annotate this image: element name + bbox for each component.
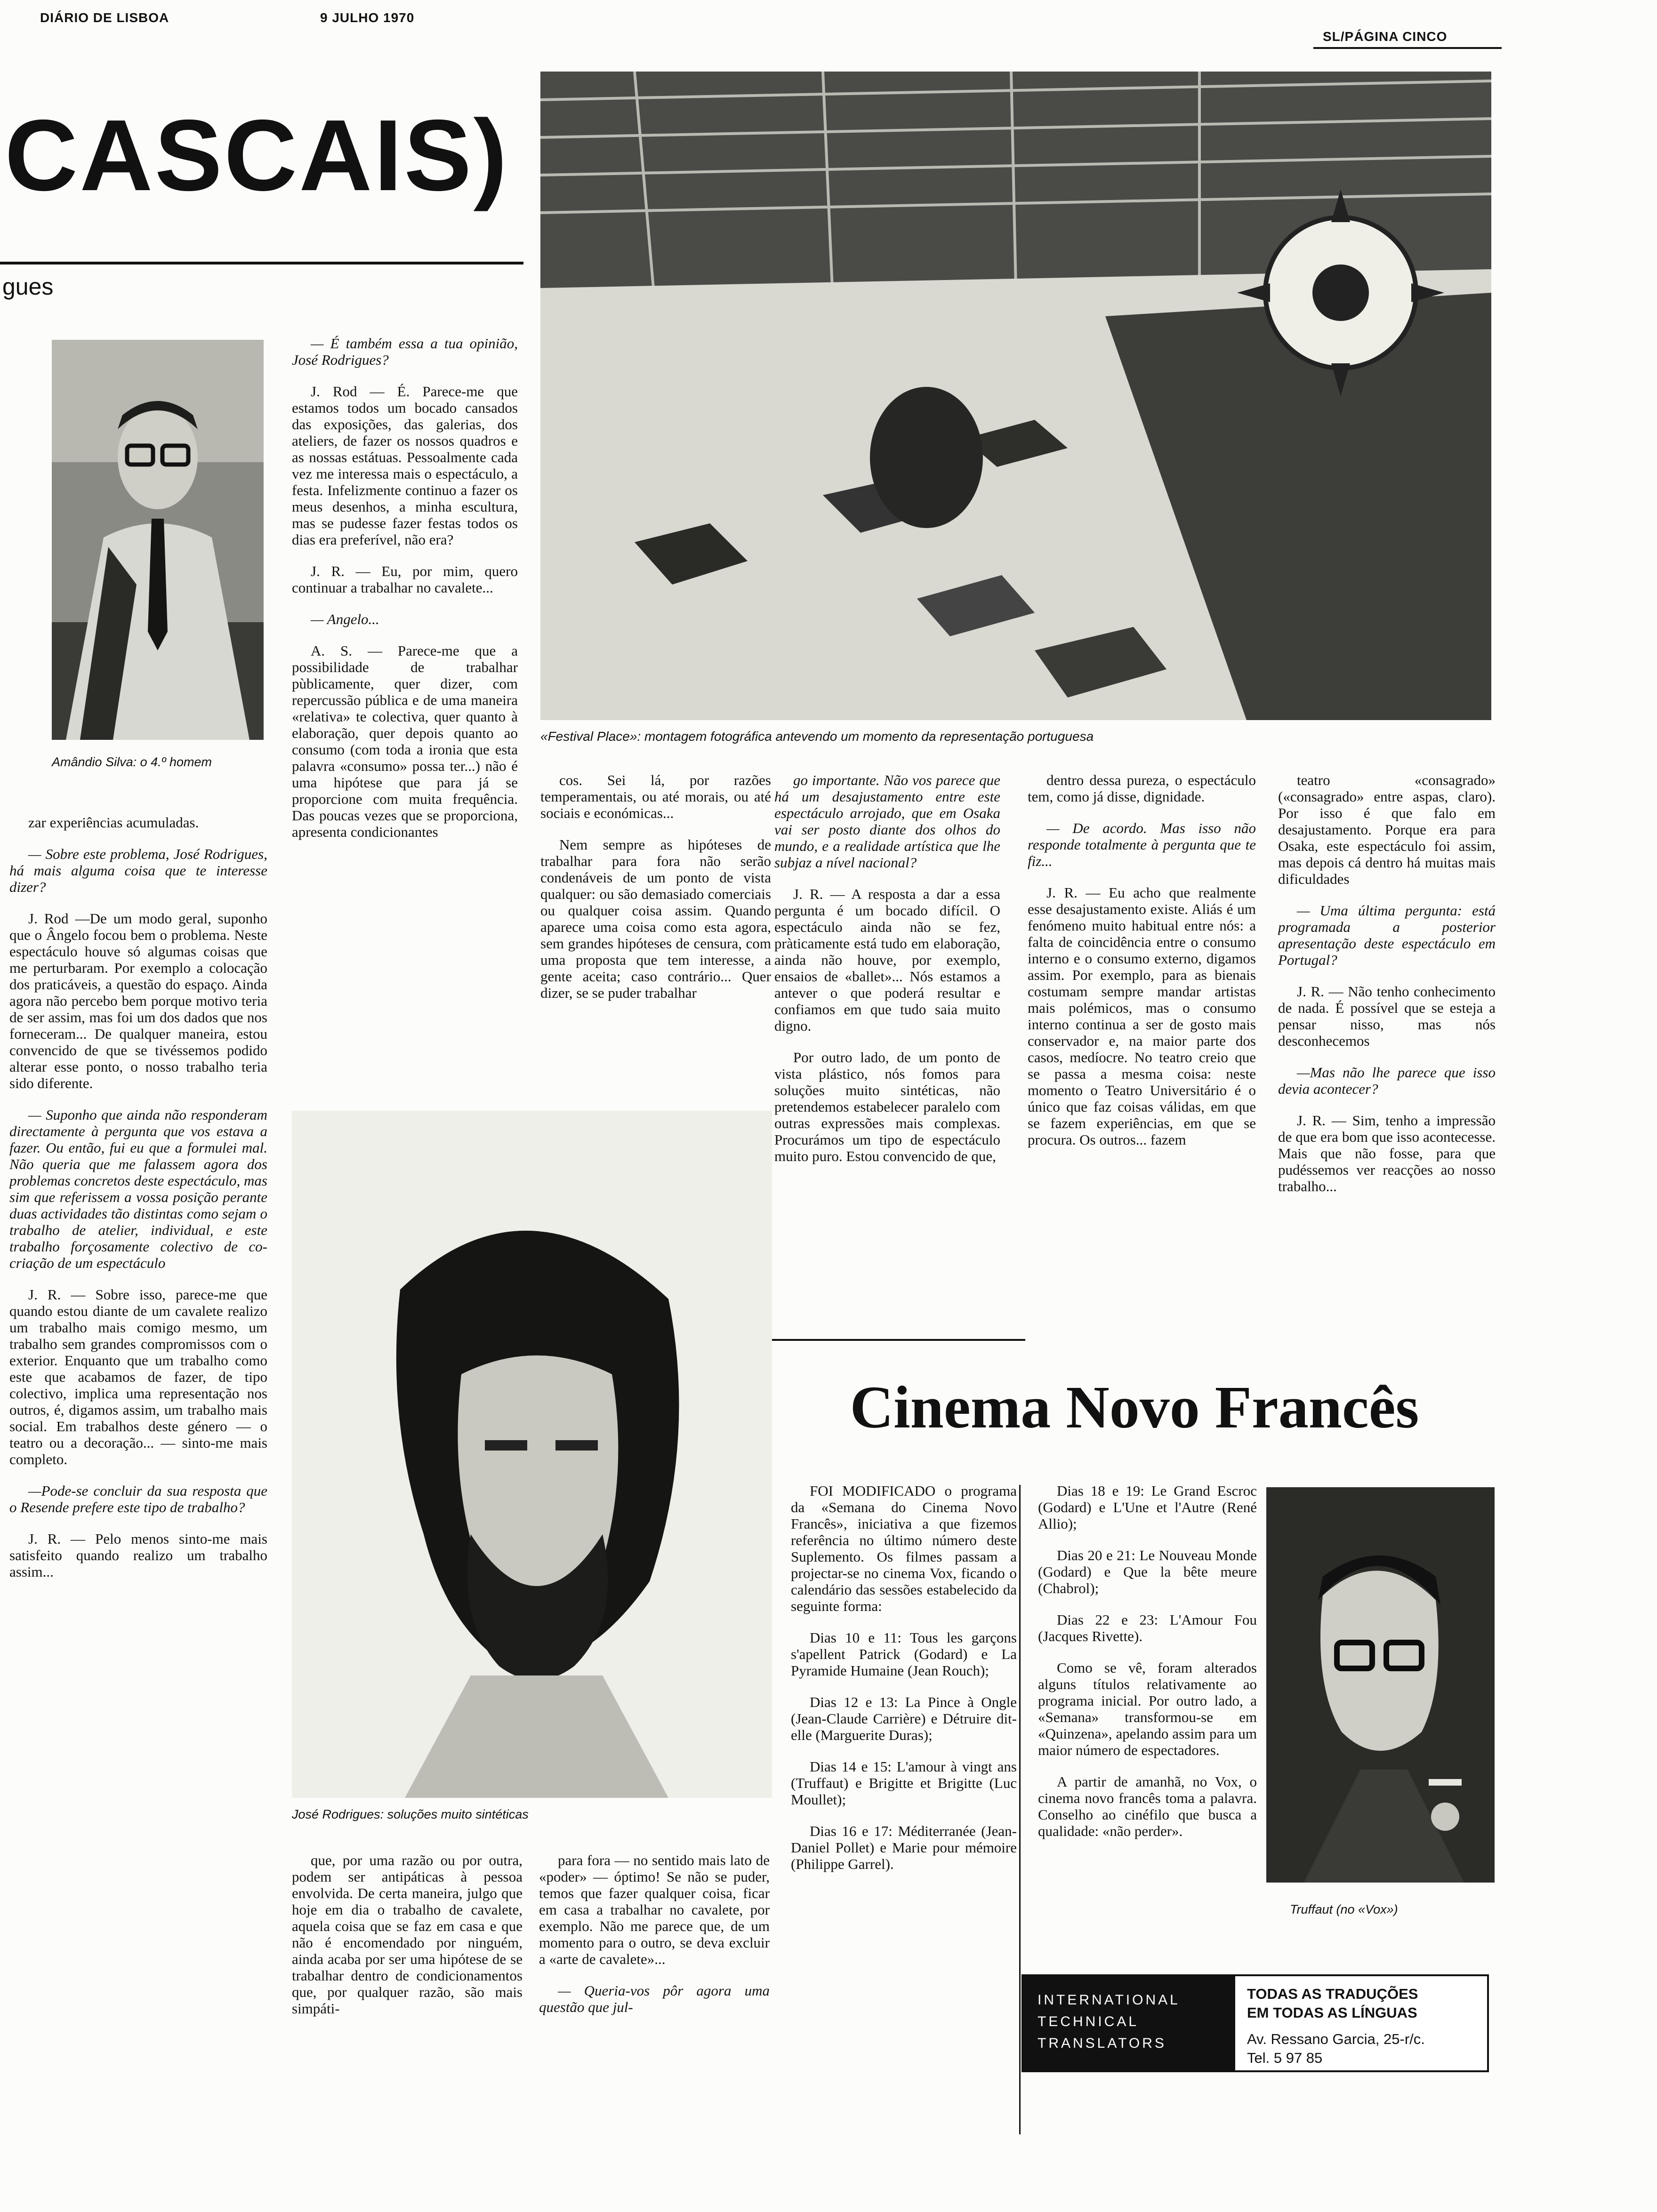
caption-portrait-top: Amândio Silva: o 4.º homem [52, 755, 212, 769]
col5-paragraph: — De acordo. Mas isso não responde totalmente à pergunta que te fiz... [1028, 820, 1256, 869]
col5-paragraph: J. R. — Eu acho que realmente esse desajustamento existe. Aliás é um fenómeno muito habitual entre nós: a falta de coincidência entre o consumo interno e o consumo externo, digamos assim. Por exemplo, para as bienais costumam sempre mandar artistas mais polémicos, mas o consumo interno continua a ser de gosto mais conservador e, na maior parte dos casos, medíocre. No teatro creio que se passa a mesma coisa: neste momento o Teatro Universitário é o único que faz coisas válidas, em que se fazem experiências, em que se procura. Os outros... fazem [1028, 884, 1256, 1148]
cinema-column-b [1038, 1483, 1257, 1883]
col5-paragraph: dentro dessa pureza, o espectáculo tem, como já disse, dignidade. [1028, 772, 1256, 805]
column-3-mid [540, 772, 771, 1092]
ad-address: Av. Ressano Garcia, 25-r/c. [1247, 2031, 1425, 2047]
ad-translators [1022, 1974, 1489, 2072]
col4-paragraph: Por outro lado, de um ponto de vista plástico, nós fomos para soluções muito sintéticas, não pretendemos estabelecer paralelo com outras expressões mais complexas. Procurámos um tipo de espectáculo muito puro. Estou convencido de que, [774, 1049, 1000, 1164]
festival-place-photo [540, 72, 1491, 720]
col4-paragraph: J. R. — A resposta a dar a essa pergunta é um bocado difícil. O espectáculo ainda não se fez, pràticamente está tudo em elaboração, ainda não houve, por exemplo, ensaios de «ballet»... Nós estamos a antever o que poderá resultar e confiamos em que tudo saia muito digno. [774, 886, 1000, 1034]
cinema-a-paragraph: Dias 16 e 17: Méditerranée (Jean-Daniel Pollet) e Marie pour mémoire (Philippe Garrel). [791, 1823, 1017, 1872]
cinema-b-paragraph: A partir de amanhã, no Vox, o cinema novo francês toma a palavra. Conselho ao cinéfilo que busca a qualidade: «não perder». [1038, 1773, 1257, 1839]
col1-paragraph: —Pode-se concluir da sua resposta que o Resende prefere este tipo de trabalho? [9, 1483, 267, 1515]
col1-paragraph: J. R. — Sobre isso, parece-me que quando estou diante de um cavalete realizo um trabalho mais comigo mesmo, um trabalho sem grandes compromissos com o exterior. Enquanto que um trabalho como este que acabamos de fazer, de tipo colectivo, implica uma representação nos outros, é, digamos assim, um trabalho mais social. Em trabalhos deste género — o teatro ou a decoração... — sinto-me mais completo. [9, 1286, 267, 1467]
cinema-a-paragraph: Dias 14 e 15: L'amour à vingt ans (Truffaut) e Brigitte et Brigitte (Luc Moullet); [791, 1758, 1017, 1808]
col6-paragraph: J. R. — Não tenho conhecimento de nada. É possível que se esteja a pensar nisso, mas nós desconhecemos [1278, 983, 1496, 1049]
section-underline [1313, 47, 1502, 49]
col3b-paragraph: para fora — no sentido mais lato de «poder» — óptimo! Se não se puder, temos que fazer qualquer coisa, ficar em casa a trabalhar no cavalete, por exemplo. Não me parece que, de um momento para o outro, se deva excluir a «arte de cavalete»... [539, 1852, 770, 1967]
masthead-paper: DIÁRIO DE LISBOA [40, 10, 169, 25]
ad-line1: TODAS AS TRADUÇÕES [1247, 1986, 1418, 2002]
col2-paragraph: — Angelo... [311, 611, 379, 627]
cinema-title: Cinema Novo Francês [850, 1374, 1419, 1441]
ad-phone: Tel. 5 97 85 [1247, 2050, 1323, 2066]
ad-logo-line2: TECHNICAL [1038, 2014, 1139, 2029]
col6-paragraph: J. R. — Sim, tenho a impressão de que era bom que isso acontecesse. Mais que não fosse, para que pudéssemos ver reacções ao nosso trabalho... [1278, 1112, 1496, 1194]
cinema-b-paragraph: Como se vê, foram alterados alguns títulos relativamente ao programa inicial. Por outro lado, a «Semana» transformou-se em «Quinzena», apelando assim para um maior número de espectadores. [1038, 1659, 1257, 1758]
caption-jose: José Rodrigues: soluções muito sintéticas [292, 1807, 529, 1821]
masthead-date: 9 JULHO 1970 [320, 10, 415, 25]
ad-line2: EM TODAS AS LÍNGUAS [1247, 2004, 1417, 2021]
cinema-b-paragraph: Dias 20 e 21: Le Nouveau Monde (Godard) e Que la bête meure (Chabrol); [1038, 1547, 1257, 1596]
ad-logo-line3: TRANSLATORS [1038, 2036, 1166, 2051]
col2-paragraph: J. Rod — É. Parece-me que estamos todos um bocado cansados das exposições, das galerias, dos ateliers, de fazer os nossos quadros e as nossas estátuas. Pessoalmente cada vez me interessa mais o espectáculo, a festa. Infelizmente continuo a fazer os meus desenhos, a minha escultura, mas se pudesse fazer festas todos os dias era preferível, não era? [292, 383, 518, 548]
col2-paragraph: J. R. — Eu, por mim, quero continuar a trabalhar no cavalete... [292, 563, 518, 596]
cinema-a-paragraph: FOI MODIFICADO o programa da «Semana do Cinema Novo Francês», iniciativa a que fizemos referência no último número deste Suplemento. Os filmes passam a projectar-se no cinema Vox, ficando o calendário das sessões estabelecido da seguinte forma: [791, 1483, 1017, 1614]
byline: gues [2, 273, 54, 300]
col3-paragraph: cos. Sei lá, por razões temperamentais, ou até morais, ou até sociais e económicas... [540, 772, 771, 821]
cinema-b-paragraph: Dias 18 e 19: Le Grand Escroc (Godard) e L'Une et l'Autre (René Allio); [1038, 1483, 1257, 1532]
col1-paragraph: — Sobre este problema, José Rodrigues, há mais alguma coisa que te interesse dizer? [9, 846, 267, 895]
cinema-a-paragraph: Dias 10 e 11: Tous les garçons s'apellent Patrick (Godard) e La Pyramide Humaine (Jean Rouch); [791, 1629, 1017, 1679]
column-2-bottom [292, 1852, 523, 2134]
column-3-bottom [539, 1852, 770, 2134]
col4-paragraph: go importante. Não vos parece que há um desajustamento entre este espectáculo arrojado, que em Osaka vai ser posto diante dos olhos do mundo, e a realidade artística que lhe subjaz a nível nacional? [774, 772, 1000, 871]
col2b-paragraph: que, por uma razão ou por outra, podem ser antipáticas à pessoa envolvida. De certa maneira, julgo que hoje em dia o trabalho de cavalete, aquela coisa que se faz em casa e que não é encomendado por ninguém, ainda acaba por ser uma hipótese de se trabalhar dentro de condicionamentos que, por qualquer razão, são mais simpáti- [292, 1852, 523, 2017]
column-5-mid [1028, 772, 1256, 1327]
column-2-top [292, 335, 518, 1093]
col2-paragraph: — É também essa a tua opinião, José Rodrigues? [292, 335, 518, 368]
col1-paragraph: — Suponho que ainda não responderam directamente à pergunta que vos estava a fazer. Ou então, fui eu que a formulei mal. Não queria que me falassem agora dos problemas concretos deste espectáculo, mas sim que referissem a vossa posição perante duas actividades tão distintas como sejam o trabalho de atelier, individual, e este trabalho forçosamente colectivo de co-criação de um espectáculo [9, 1106, 267, 1271]
col3b-paragraph: — Queria-vos pôr agora uma questão que jul- [539, 1982, 770, 2015]
col6-paragraph: — Uma última pergunta: está programada a posterior apresentação deste espectáculo em Portugal? [1278, 902, 1496, 968]
col6-paragraph: teatro «consagrado» («consagrado» entre aspas, claro). Por isso é que falo em desajustamento. Porque era para Osaka, este espectáculo foi assim, mas depois cá dentro há muitas mais dificuldades [1278, 772, 1496, 887]
caption-festival: «Festival Place»: montagem fotográfica antevendo um momento da representação portuguesa [540, 729, 1094, 744]
cinema-column-a [791, 1483, 1017, 2156]
cinema-divider [1019, 1485, 1021, 2134]
photo-jose-rodrigues [292, 1111, 772, 1798]
cinema-a-paragraph: Dias 12 e 13: La Pince à Ongle (Jean-Claude Carrière) e Détruire dit-elle (Marguerite Duras); [791, 1694, 1017, 1743]
col1-paragraph: J. R. — Pelo menos sinto-me mais satisfeito quando realizo um trabalho assim... [9, 1531, 267, 1580]
column-6-mid [1278, 772, 1496, 1327]
headline: CASCAIS) [5, 98, 509, 212]
column-4-end-rule [771, 1339, 1025, 1341]
col1-paragraph: zar experiências acumuladas. [28, 814, 199, 831]
photo-truffaut [1266, 1487, 1495, 1883]
ad-logo-line1: INTERNATIONAL [1038, 1992, 1180, 2008]
col6-paragraph: —Mas não lhe parece que isso devia acontecer? [1278, 1064, 1496, 1097]
column-1-bottom [9, 814, 267, 2156]
col1-paragraph: J. Rod —De um modo geral, suponho que o Ângelo focou bem o problema. Neste espectáculo houve só algumas coisas que me perturbaram. Por exemplo a colocação dos praticáveis, a questão do espaço. Ainda agora não percebo bem porque motivo teria de ser assim, mas foi um dos dados que nos forneceram... De qualquer maneira, estou convencido de que se tivéssemos podido alterar esse ponto, o nosso trabalho teria sido diferente. [9, 910, 267, 1091]
caption-truffaut: Truffaut (no «Vox») [1290, 1902, 1398, 1916]
masthead-section: SL/PÁGINA CINCO [1323, 29, 1448, 44]
column-4-mid [774, 772, 1000, 1327]
col2-paragraph: A. S. — Parece-me que a possibilidade de trabalhar pùblicamente, quer dizer, com repercussão pública e de uma maneira «relativa» te colectiva, quer quanto à elaboração, quer depois quanto ao consumo (com toda a ironia que esta palavra «consumo» possa ter...) não é uma hipótese que para já se proporcione com muita frequência. Das poucas vezes que se proporciona, apresenta condicionantes [292, 642, 518, 840]
ad-text-block [1247, 1985, 1478, 2068]
cinema-b-paragraph: Dias 22 e 23: L'Amour Fou (Jacques Rivette). [1038, 1611, 1257, 1644]
ad-logo-block [1023, 1976, 1235, 2070]
col3-paragraph: Nem sempre as hipóteses de trabalhar para fora não serão condenáveis de um ponto de vista qualquer: ou são demasiado comerciais ou qualquer coisa assim. Quando aparece uma coisa como esta agora, sem grandes hipóteses de censura, com uma proposta que tem interesse, a gente aceita; caso contrário... Quer dizer, se se puder trabalhar [540, 836, 771, 1001]
headline-rule [0, 262, 523, 264]
portrait-amandio-silva [52, 340, 264, 740]
